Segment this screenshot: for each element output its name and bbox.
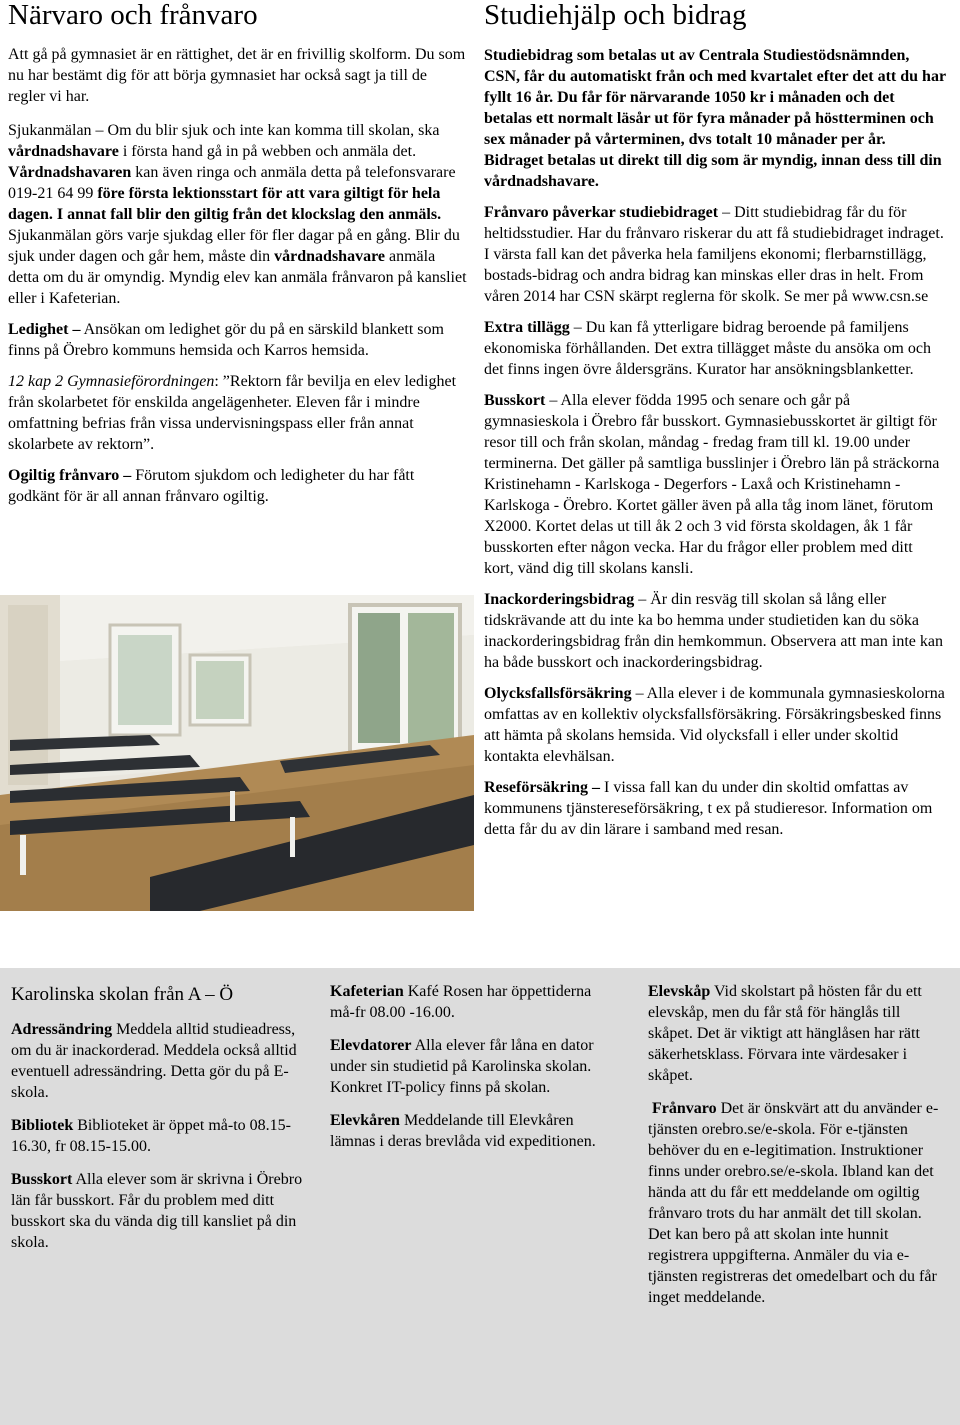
address-change-head: Adressändring bbox=[11, 1021, 113, 1038]
regulation-head: 12 kap 2 Gymnasieförordningen bbox=[8, 373, 215, 390]
box-bus-card-head: Busskort bbox=[11, 1171, 73, 1188]
extra-allowance-paragraph bbox=[484, 317, 946, 380]
boarding-grant-head: Inackorderingsbidrag bbox=[484, 591, 635, 608]
unexcused-paragraph bbox=[8, 465, 468, 507]
leave-text: Ansökan om ledighet gör du på en särskild blankett som finns på Örebro kommuns hemsida och Karros hemsida. bbox=[8, 321, 444, 359]
regulation-paragraph bbox=[8, 371, 468, 455]
box-absence-head: Frånvaro bbox=[652, 1100, 717, 1117]
absence-grant-head: Frånvaro påverkar studiebidraget bbox=[484, 204, 719, 221]
student-computers-text: Alla elever får låna en dator under sin studietid på Karolinska skolan. Konkret IT-policy finns på skolan. bbox=[330, 1037, 594, 1096]
student-computers-head: Elevdatorer bbox=[330, 1037, 412, 1054]
sick-text-g: Sjukanmälan görs varje sjukdag eller för fler dagar på en gång. Blir du sjuk under dagen och går hem, måste din bbox=[8, 227, 460, 265]
accident-insurance-text: – Alla elever i de kommunala gymnasieskolorna omfattas av en kollektiv olycksfallsförsäkring. Försäkringsbesked finns att hämta på skolans hemsida. Vid olycksfall i eller under skoltid kontakta elevhälsan. bbox=[484, 685, 945, 765]
box-bus-card-text: Alla elever som är skrivna i Örebro län får busskort. Får du problem med ditt busskort ska du vända dig till kansliet på din skola. bbox=[11, 1171, 303, 1251]
sick-text-b: vårdnadshavare bbox=[8, 143, 119, 160]
study-grant-paragraph bbox=[484, 45, 946, 192]
attendance-intro: Att gå på gymnasiet är en rättighet, det är en frivillig skolform. Du som nu har bestämt dig för att börja gymnasiet har också sagt ja till de regler vi har. bbox=[8, 46, 466, 105]
absence-grant-paragraph bbox=[484, 202, 946, 307]
study-aid-title: Studiehjälp och bidrag bbox=[484, 0, 747, 31]
bus-card-head: Busskort bbox=[484, 392, 546, 409]
sick-text-e: kan även ringa och anmäla detta på telefonsvarare 019-21 64 99 bbox=[8, 164, 456, 202]
sick-text-a: Sjukanmälan – Om du blir sjuk och inte kan komma till skolan, ska bbox=[8, 122, 440, 139]
locker-text: Vid skolstart på hösten får du ett elevskåp, men du får stå för hänglås till skåpet. Det är viktigt att hänglåsen har rätt säkerhetsklass. Förvara inte värdesaker i skåpet. bbox=[648, 983, 922, 1084]
library-head: Bibliotek bbox=[11, 1117, 74, 1134]
library-item bbox=[11, 1115, 311, 1157]
a-to-o-column-1 bbox=[11, 983, 311, 1265]
boarding-grant-paragraph bbox=[484, 589, 946, 673]
bus-card-text: – Alla elever födda 1995 och senare och går på gymnasieskola i Örebro får busskort. Gymnasiebusskortet är giltigt för resor till och från skolan, måndag - fredag fram till kl. 19.00 under terminerna. Det gäller på samtliga busslinjer i Örebro län på sträckorna Kristinehamn - Karlskoga - Degerfors - Laxå och Kristinehamn - Karlskoga - Örebro. Kortet gäller även på alla tåg inom länet, förutom X2000. Kortet delas ut till åk 2 och 3 vid första skoldagen, åk 1 får busskorten efter någon vecka. Har du frågor eller problem med ditt kort, vänd dig till skolans kansli. bbox=[484, 392, 940, 577]
address-change-text: Meddela alltid studieadress, om du är inackorderad. Meddela också alltid eventuell adressändring. Detta gör du på E-skola. bbox=[11, 1021, 297, 1101]
sick-text-i: anmäla detta om du är omyndig. Myndig elev kan anmäla frånvaron på kansliet eller i Kafeterian. bbox=[8, 248, 467, 307]
library-text: Biblioteket är öppet må-to 08.15-16.30, fr 08.15-15.00. bbox=[11, 1117, 291, 1155]
extra-allowance-text: – Du kan få ytterligare bidrag beroende på familjens ekonomiska förhållanden. Det extra tillägget måste du ansöka om och det finns ingen övre åldersgräns. Kurator har ansökningsblanketter. bbox=[484, 319, 931, 378]
cafeteria-item bbox=[330, 981, 620, 1023]
study-aid-column bbox=[484, 0, 946, 850]
bus-card-paragraph bbox=[484, 390, 946, 579]
box-absence-text: Det är önskvärt att du använder e-tjänsten orebro.se/e-skola. För e-tjänsten behöver du en e-legitimation. Instruktioner finns under orebro.se/e-skola. Ibland kan det hända att du får ett meddelande om ogiltig frånvaro trots du har anmält det till skolan. Det kan bero på att skolan inte hunnit registrera uppgifterna. Anmäler du via e-tjänsten registreras det omedelbart och du får inget meddelande. bbox=[648, 1100, 939, 1306]
regulation-text: : ”Rektorn får bevilja en elev ledighet från skolarbetet för enskilda angelägenheter. Eleven får i mindre omfattning befrias från vissa undervisningspass eller från annat skolarbete av rektorn”. bbox=[8, 373, 457, 453]
student-council-head: Elevkåren bbox=[330, 1112, 400, 1129]
leave-head: Ledighet – bbox=[8, 321, 81, 338]
student-council-item bbox=[330, 1110, 620, 1152]
boarding-grant-text: – Är din resväg till skolan så lång eller tidskrävande att du inte ka bo hemma under studietiden kan du söka inackorderingsbidrag från din hemkommun. Observera att man inte kan ha både busskort och inackorderingsbidrag. bbox=[484, 591, 943, 671]
locker-head: Elevskåp bbox=[648, 983, 711, 1000]
travel-insurance-head: Reseförsäkring – bbox=[484, 779, 600, 796]
cafeteria-text: Kafé Rosen har öppettiderna må-fr 08.00 -16.00. bbox=[330, 983, 592, 1021]
travel-insurance-text: I vissa fall kan du under din skoltid omfattas av kommunens tjänstereseförsäkring, t ex på studieresor. Information om detta får du av din lärare i samband med resan. bbox=[484, 779, 933, 838]
sick-text-h: vårdnadshavare bbox=[274, 248, 385, 265]
locker-item bbox=[648, 981, 944, 1086]
sick-text-d: Vårdnadshavaren bbox=[8, 164, 132, 181]
sick-text-c: i första hand gå in på webben och anmäla det. bbox=[118, 143, 417, 160]
attendance-column bbox=[8, 0, 468, 517]
extra-allowance-head: Extra tillägg bbox=[484, 319, 570, 336]
unexcused-text: Förutom sjukdom och ledigheter du har fått godkänt för är all annan frånvaro ogiltig. bbox=[8, 467, 415, 505]
a-to-o-column-2 bbox=[330, 981, 620, 1164]
sick-leave-paragraph bbox=[8, 120, 468, 309]
leave-paragraph bbox=[8, 319, 468, 361]
student-council-text: Meddelande till Elevkåren lämnas i deras brevlåda vid expeditionen. bbox=[330, 1112, 596, 1150]
a-to-o-column-3 bbox=[648, 981, 944, 1320]
a-to-o-title: Karolinska skolan från A – Ö bbox=[11, 984, 234, 1005]
cafeteria-head: Kafeterian bbox=[330, 983, 404, 1000]
a-to-o-box bbox=[0, 968, 960, 1425]
accident-insurance-paragraph bbox=[484, 683, 946, 767]
student-computers-item bbox=[330, 1035, 620, 1098]
bus-card-item bbox=[11, 1169, 311, 1253]
absence-grant-text: – Ditt studiebidrag får du för heltidsstudier. Har du frånvaro riskerar du att få studiebidraget indraget. I värsta fall kan det påverka hela familjens ekonomi; flerbarnstillägg, bostads-bidrag och andra bidrag kan minskas eller dras in helt. From våren 2014 har CSN skärpt reglerna för skolk. Se mer på www.csn.se bbox=[484, 204, 944, 305]
address-change-item bbox=[11, 1019, 311, 1103]
accident-insurance-head: Olycksfallsförsäkring bbox=[484, 685, 632, 702]
unexcused-head: Ogiltig frånvaro – bbox=[8, 467, 132, 484]
travel-insurance-paragraph bbox=[484, 777, 946, 840]
classroom-photo bbox=[0, 595, 474, 911]
study-grant-text: Studiebidrag som betalas ut av Centrala Studiestödsnämnden, CSN, får du automatiskt från och med kvartalet efter det att du har fyllt 16 år. Du får för närvarande 1050 kr i månaden och det betalas ett normalt läsår ut för fyra månader på höstterminen och sex månader på vårterminen, dvs totalt 10 månader per år. Bidraget betalas ut direkt till dig som är myndig, innan dess till din vårdnadshavare. bbox=[484, 47, 946, 190]
box-absence-item bbox=[648, 1098, 944, 1308]
sick-text-f: före första lektionsstart för att vara giltigt för hela dagen. I annat fall blir den giltig från det klockslag den anmäls. bbox=[8, 185, 442, 223]
attendance-title: Närvaro och frånvaro bbox=[8, 0, 258, 31]
